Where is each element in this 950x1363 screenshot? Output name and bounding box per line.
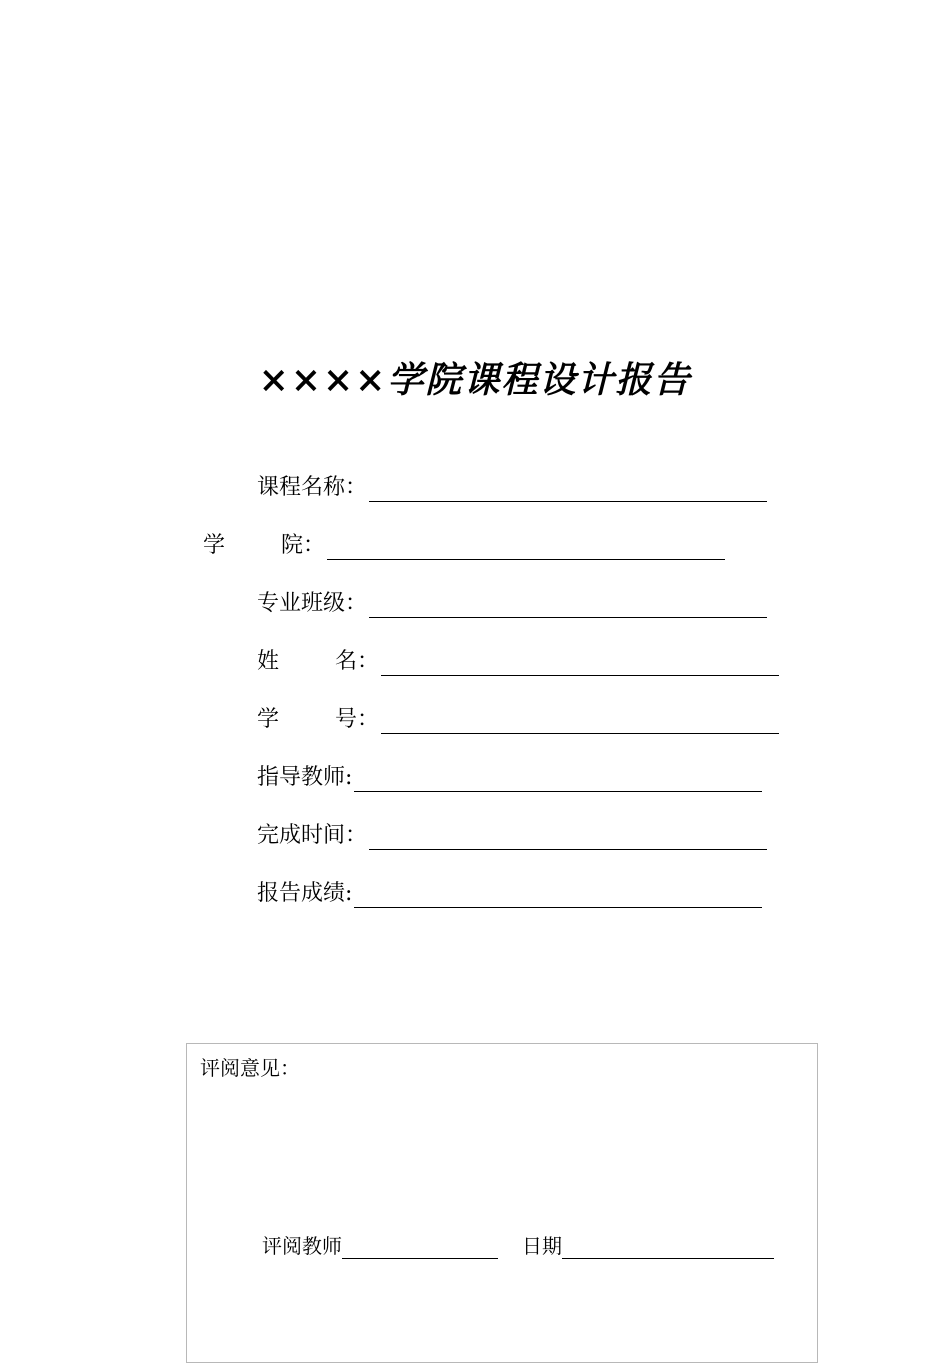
field-report-grade xyxy=(257,876,762,908)
field-label-major-class: 专业班级： xyxy=(257,591,368,616)
review-box xyxy=(186,1043,818,1363)
field-label-advisor: 指导教师: xyxy=(257,765,353,790)
field-line-major-class[interactable] xyxy=(369,593,767,618)
field-label-course-name: 课程名称： xyxy=(257,475,368,500)
field-line-college[interactable] xyxy=(327,535,725,560)
field-line-report-grade[interactable] xyxy=(354,883,762,908)
reviewer-date-label: 日期 xyxy=(522,1234,562,1258)
field-label-name: 姓 名： xyxy=(257,649,379,674)
field-label-college: 学 院： xyxy=(203,533,325,558)
field-completion-time xyxy=(257,818,767,850)
reviewer-teacher-label: 评阅教师 xyxy=(262,1234,342,1258)
report-title: ××××学院课程设计报告 xyxy=(258,359,692,401)
field-name xyxy=(257,644,779,676)
field-line-completion-time[interactable] xyxy=(369,825,767,850)
reviewer-row xyxy=(262,1230,774,1259)
field-label-report-grade: 报告成绩: xyxy=(257,881,353,906)
field-line-course-name[interactable] xyxy=(369,477,767,502)
field-line-student-id[interactable] xyxy=(381,709,779,734)
field-line-name[interactable] xyxy=(381,651,779,676)
reviewer-date-line[interactable] xyxy=(562,1234,774,1259)
reviewer-teacher-line[interactable] xyxy=(342,1234,498,1259)
field-course-name xyxy=(257,470,767,502)
field-label-student-id: 学 号： xyxy=(257,707,379,732)
field-major-class xyxy=(257,586,767,618)
field-advisor xyxy=(257,760,762,792)
field-line-advisor[interactable] xyxy=(354,767,762,792)
field-student-id xyxy=(257,702,779,734)
review-label: 评阅意见： xyxy=(200,1056,300,1080)
field-college xyxy=(203,528,725,560)
field-label-completion-time: 完成时间： xyxy=(257,823,368,848)
